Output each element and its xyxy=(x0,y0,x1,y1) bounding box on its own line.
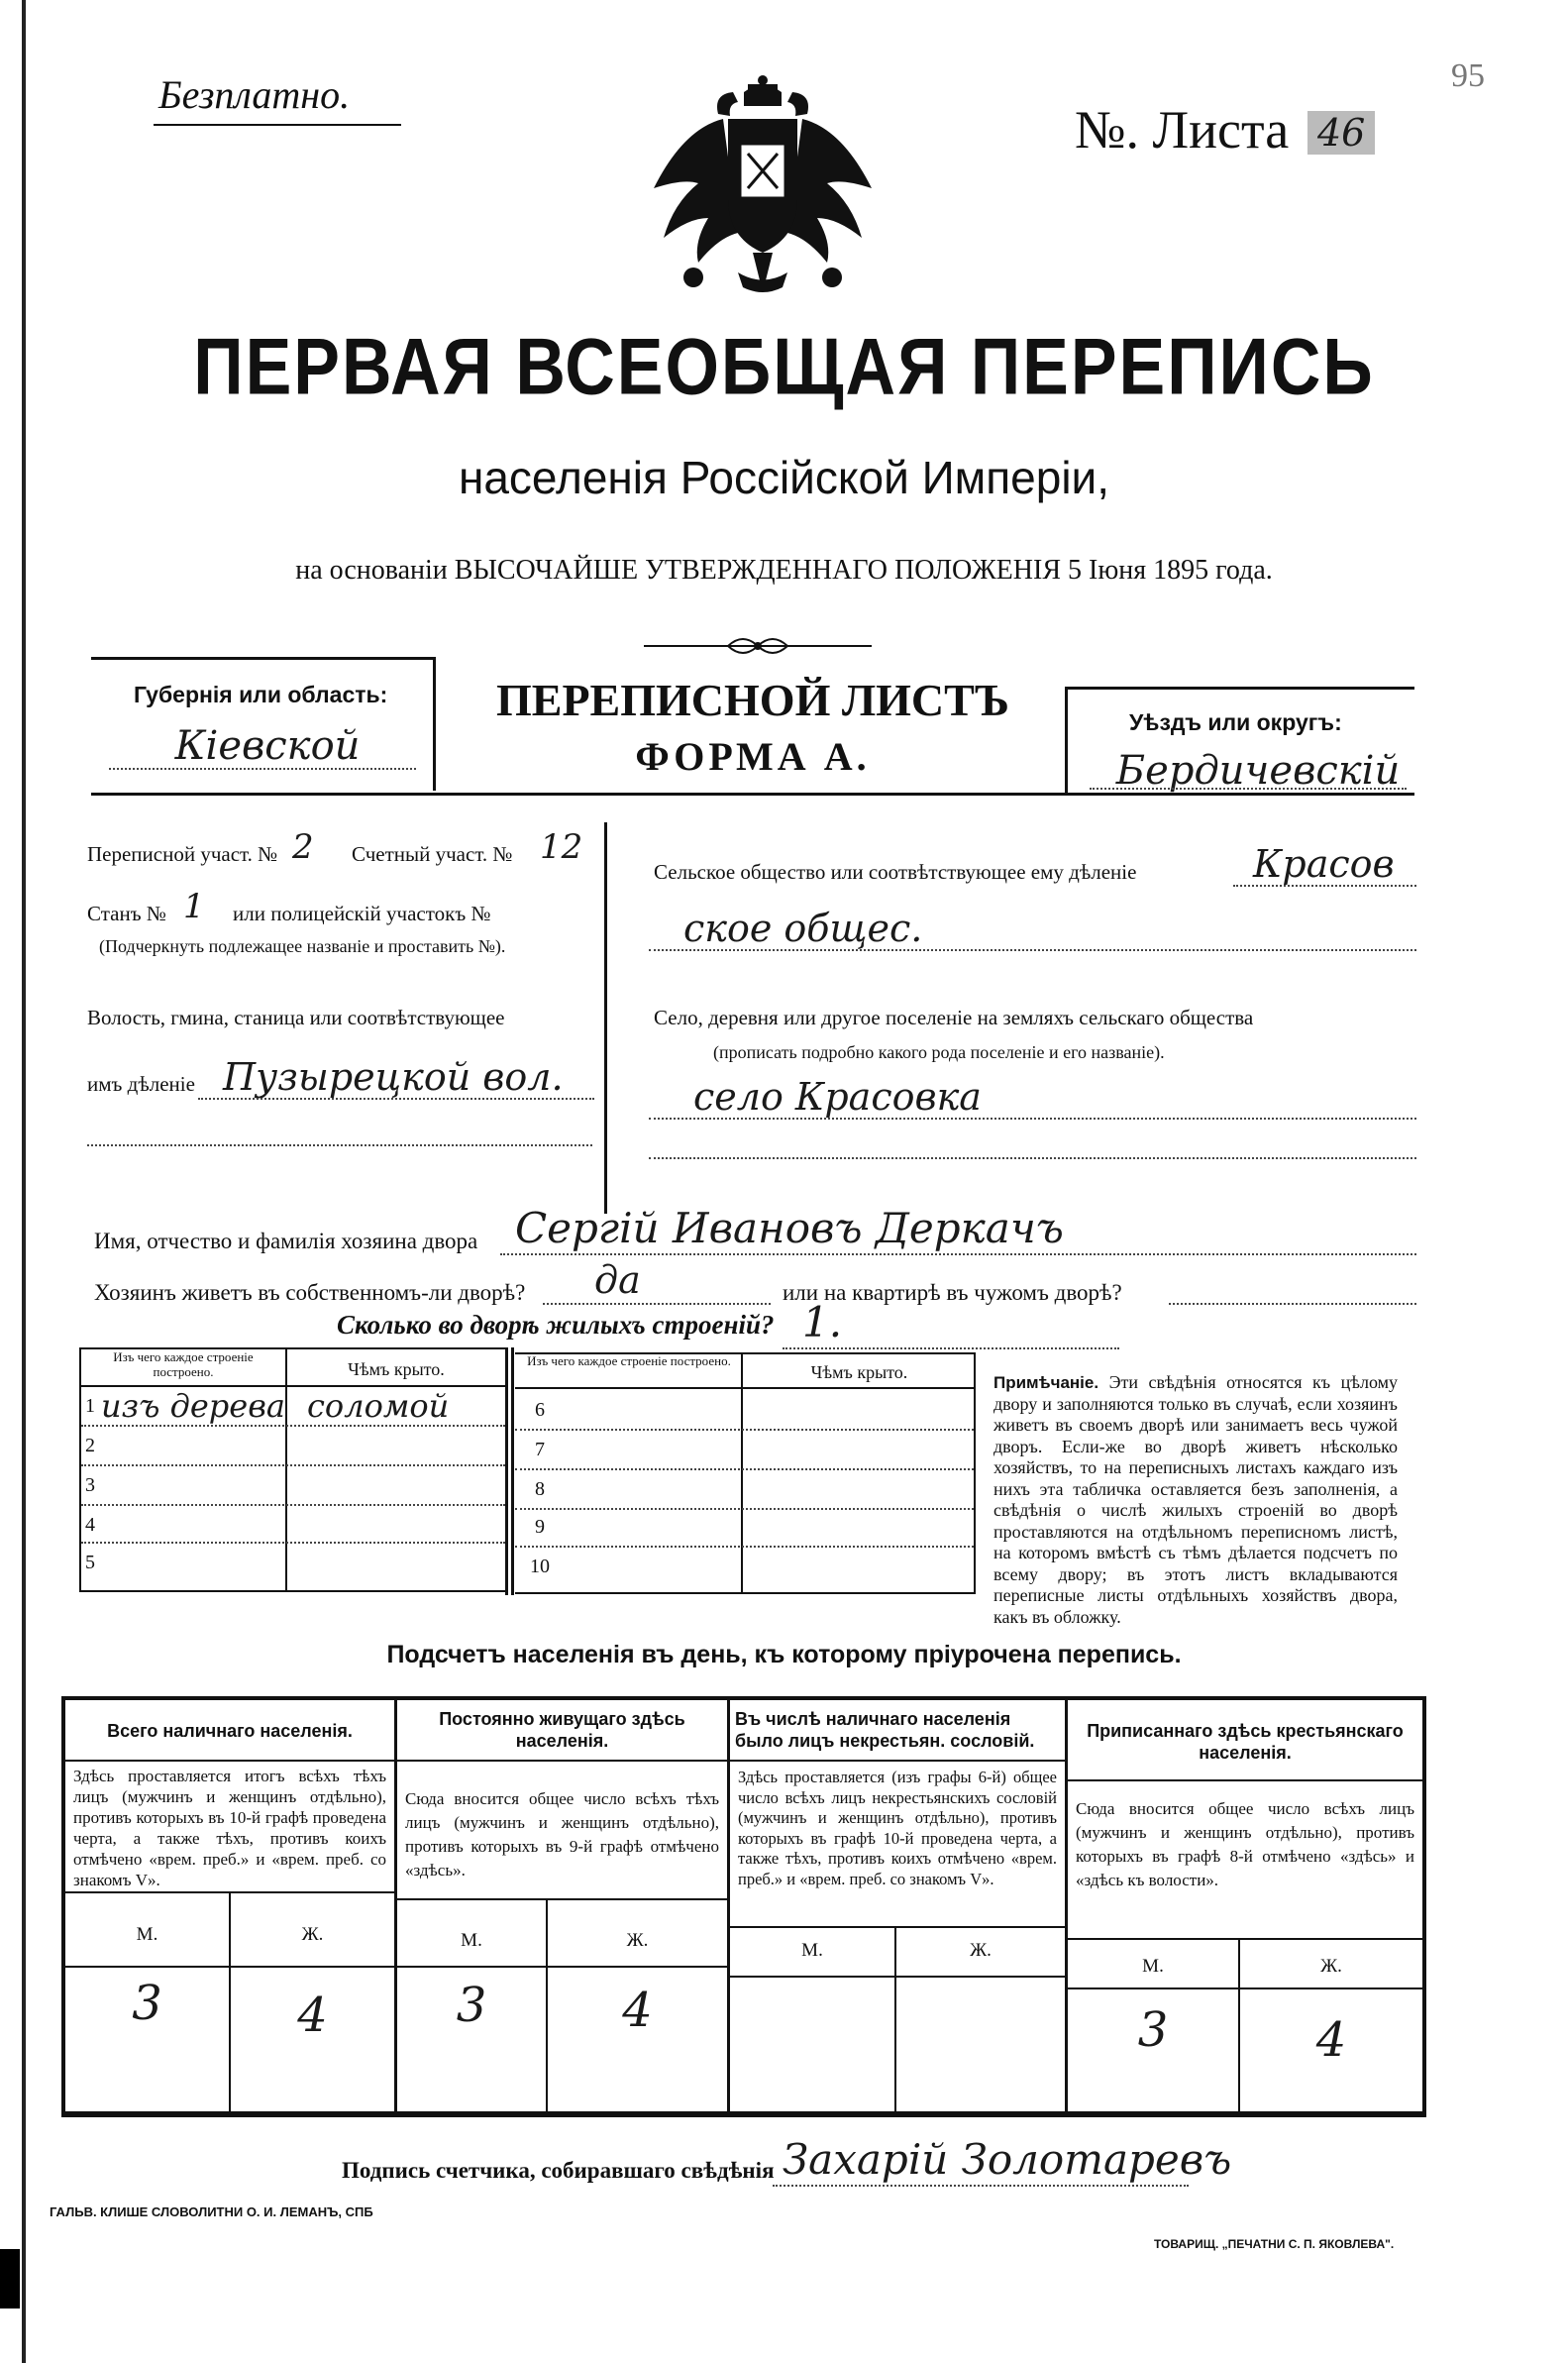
free-label: Безплатно. xyxy=(158,72,351,117)
coat-of-arms-icon xyxy=(649,74,877,302)
note-label: Примѣчаніе. xyxy=(993,1373,1099,1392)
row-number: 9 xyxy=(535,1516,545,1538)
female-label: Ж. xyxy=(970,1940,992,1961)
signature-value: Захарій Золотаревъ xyxy=(783,2135,1232,2184)
society-value-2: ское общес. xyxy=(683,907,923,950)
village-label: Село, деревня или другое поселеніе на земляхъ сельскаго общества xyxy=(654,1006,1254,1029)
row-number: 2 xyxy=(85,1435,95,1456)
building-roof: соломой xyxy=(307,1387,450,1425)
female-count: 4 xyxy=(297,1987,328,2043)
row-number: 6 xyxy=(535,1399,545,1421)
col-heading: Въ числѣ наличнаго населенія было лицъ некрестьян. сословій. xyxy=(735,1709,1035,1751)
female-count: 4 xyxy=(1315,2012,1347,2068)
district-label: Уѣздъ или округъ: xyxy=(1129,709,1342,735)
own-yard-value: да xyxy=(594,1258,641,1302)
province-label: Губернія или область: xyxy=(134,682,388,707)
subtitle: населенія Россійской Имперіи, xyxy=(458,452,1110,503)
col-description: Здѣсь проставляется (изъ графы 6-й) общее число всѣхъ лицъ некрестьянскихъ сословій (мужчинъ и женщинъ отдѣльно), противъ которыхъ въ графѣ 10-й проведена черта, а также тѣхъ, противъ коихъ отмѣчено «врем. преб.» и «врем. преб. со знакомъ V». xyxy=(738,1768,1057,1888)
district-value: Бердичевскій xyxy=(1115,748,1401,794)
buildings-count-label: Сколько во дворѣ жилыхъ строеній? xyxy=(337,1310,775,1340)
village-note: (прописать подробно какого рода поселеніе и его названіе). xyxy=(713,1042,1165,1062)
col-description: Сюда вносится общее число всѣхъ лицъ (мужчинъ и женщинъ отдѣльно), противъ которыхъ въ графѣ 8-й отмѣчено «здѣсь» и «здѣсь къ волости». xyxy=(1076,1799,1414,1889)
male-label: М. xyxy=(461,1930,482,1951)
owner-name-value: Сергій Ивановъ Деркачъ xyxy=(515,1204,1064,1252)
row-number: 8 xyxy=(535,1478,545,1500)
other-yard-label: или на квартирѣ въ чужомъ дворѣ? xyxy=(783,1280,1122,1305)
printer-left: ГАЛЬВ. КЛИШЕ СЛОВОЛИТНИ О. И. ЛЕМАНЪ, СПБ xyxy=(50,2204,373,2219)
col-heading: Постоянно живущаго здѣсь населенія. xyxy=(439,1709,685,1751)
roof-header-left: Чѣмъ крыто. xyxy=(348,1359,445,1379)
roof-header-right: Чѣмъ крыто. xyxy=(810,1362,908,1382)
census-district-value: 2 xyxy=(292,827,314,867)
col-heading: Всего наличнаго населенія. xyxy=(107,1721,353,1741)
male-label: М. xyxy=(1142,1956,1164,1977)
building-material: изъ дерева xyxy=(101,1387,285,1425)
col-description: Здѣсь проставляется итогъ всѣхъ тѣхъ лицъ (мужчинъ и женщинъ отдѣльно), противъ которыхъ въ 10-й графѣ проведена черта, а также тѣхъ, противъ коихъ отмѣчено «врем. преб.» и «врем. преб. со знакомъ V». xyxy=(73,1767,386,1889)
population-col-non-peasant xyxy=(730,1700,1065,2113)
census-district-label: Переписной участ. № xyxy=(87,842,278,866)
population-col-permanent xyxy=(397,1700,727,2113)
row-number: 7 xyxy=(535,1439,545,1460)
basis-line: на основаніи ВЫСОЧАЙШЕ УТВЕРЖДЕННАГО ПОЛОЖЕНІЯ 5 Іюня 1895 года. xyxy=(295,555,1273,586)
province-value: Кіевской xyxy=(174,723,361,769)
material-header-right: Изъ чего каждое строеніе построено. xyxy=(527,1353,731,1368)
row-number: 10 xyxy=(530,1556,550,1577)
scan-artifact xyxy=(0,2249,20,2309)
female-count: 4 xyxy=(622,1983,653,2038)
count-district-value: 12 xyxy=(540,827,583,867)
male-count: 3 xyxy=(1137,2002,1169,2058)
population-col-registered-peasant xyxy=(1068,1700,1422,2113)
buildings-count-value: 1. xyxy=(802,1298,843,1346)
female-label: Ж. xyxy=(626,1930,649,1951)
signature-label: Подпись счетчика, собиравшаго свѣдѣнія xyxy=(342,2158,775,2183)
row-number: 3 xyxy=(85,1474,95,1496)
female-label: Ж. xyxy=(1320,1956,1342,1977)
stan-label: Станъ № xyxy=(87,902,166,925)
col-heading: Приписаннаго здѣсь крестьянскаго населенія. xyxy=(1087,1721,1404,1763)
population-col-total xyxy=(65,1700,394,2113)
note-text: Эти свѣдѣнія относятся къ цѣлому двору и заполняются только въ случаѣ, если хозяинъ живетъ въ своемъ дворѣ или занимаетъ весь чужой дворъ. Если-же во дворѣ живетъ нѣсколько хозяйствъ, то на переписныхъ листахъ каждаго изъ нихъ эта табличка оставляется безъ заполненія, а свѣдѣнія о числѣ жилыхъ строеній во дворѣ проставляются на отдѣльномъ переписномъ листѣ, на которомъ вмѣстѣ съ тѣмъ дѣлается подсчетъ по всему двору; въ этотъ листъ вкладываются переписные листы отдѣльныхъ хозяйствъ двора, какъ въ обложку. xyxy=(993,1372,1399,1627)
male-label: М. xyxy=(801,1940,823,1961)
society-label: Сельское общество или соотвѣтствующее ему дѣленіе xyxy=(654,860,1137,884)
printer-right: ТОВАРИЩ. „ПЕЧАТНИ С. П. ЯКОВЛЕВА". xyxy=(1154,2237,1395,2251)
volost-label-2: имъ дѣленіе xyxy=(87,1072,195,1096)
sheet-number-label: №. Листа xyxy=(1075,100,1290,160)
population-table xyxy=(61,1696,1426,2117)
male-label: М. xyxy=(136,1924,158,1945)
row-number: 4 xyxy=(85,1514,95,1536)
population-title: Подсчетъ населенія въ день, къ которому пріурочена перепись. xyxy=(386,1641,1182,1668)
stan-value: 1 xyxy=(183,887,205,926)
female-label: Ж. xyxy=(301,1924,324,1945)
owner-name-label: Имя, отчество и фамилія хозяина двора xyxy=(94,1229,478,1253)
volost-value: Пузырецкой вол. xyxy=(223,1055,564,1099)
male-count: 3 xyxy=(132,1976,162,2031)
sheet-number-value: 46 xyxy=(1307,111,1375,155)
margin-number: 95 xyxy=(1451,57,1485,94)
count-district-label: Счетный участ. № xyxy=(352,842,513,866)
row-number: 1 xyxy=(85,1395,95,1417)
form-title: ПЕРЕПИСНОЙ ЛИСТЪ xyxy=(495,675,1010,725)
ornament-divider xyxy=(644,634,872,658)
police-label: или полицейскій участокъ № xyxy=(233,902,491,925)
material-header-left: Изъ чего каждое строеніе построено. xyxy=(113,1349,254,1379)
volost-label: Волость, гмина, станица или соотвѣтствующее xyxy=(87,1006,505,1029)
society-value-1: Красов xyxy=(1253,842,1395,886)
buildings-table xyxy=(79,1347,976,1595)
main-title: ПЕРВАЯ ВСЕОБЩАЯ ПЕРЕПИСЬ xyxy=(193,322,1375,411)
form-subtitle: ФОРМА А. xyxy=(635,734,871,779)
village-value: село Красовка xyxy=(693,1075,982,1119)
police-note: (Подчеркнуть подлежащее названіе и проставить №). xyxy=(99,936,506,956)
col-description: Сюда вносится общее число всѣхъ тѣхъ лицъ (мужчинъ и женщинъ отдѣльно), противъ которыхъ въ 9-й графѣ отмѣчено «здѣсь». xyxy=(405,1789,719,1880)
own-yard-label: Хозяинъ живетъ въ собственномъ-ли дворѣ? xyxy=(94,1280,526,1305)
note-block xyxy=(993,1372,1398,1628)
row-number: 5 xyxy=(85,1552,95,1573)
male-count: 3 xyxy=(456,1978,487,2033)
